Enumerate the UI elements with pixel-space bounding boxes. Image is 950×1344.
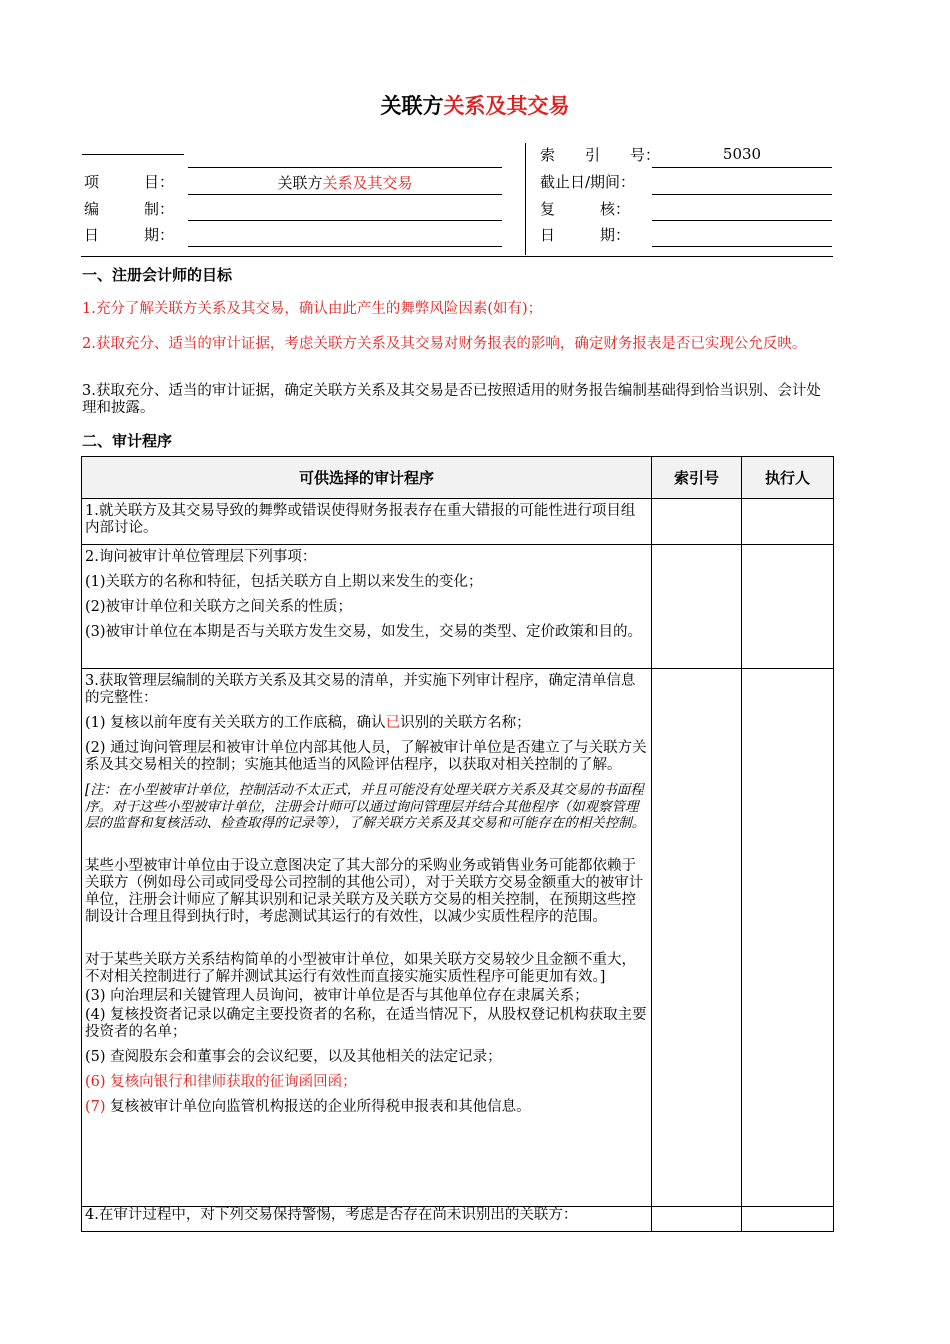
item-value: 关联方关系及其交易 [277, 174, 413, 192]
goal-2: 2.获取充分、适当的审计证据，考虑关联方关系及其交易对财务报表的影响，确定财务报表是否已实现公允反映。 [82, 336, 807, 352]
section1-heading: 一、注册会计师的目标 [82, 266, 233, 284]
executor-cell[interactable] [742, 499, 834, 545]
period-field[interactable] [652, 194, 832, 195]
procedure-3: 3.获取管理层编制的关联方关系及其交易的清单，并实施下列审计程序，确定清单信息的完整性： (1) 复核以前年度有关关联方的工作底稿，确认已识别的关联方名称； (2) 通过询问管理层和被审计单位内部其他人员，了解被审计单位是否建立了与关联方关系及其交易相关的控制；实施其他适当的风险评估程序，以获取对相关控制的了解。 [注：在小型被审计单位，控制活动不太正式，并且可能没有处理关联方关系及其交易的书面程序。对于这些小型被审计单位，注册会计师可以通过询问管理层并结合其他程序（如观察管理层的监督和复核活动、检查取得的记录等），了解关联方关系及其交易和可能存在的相关控制。 某些小型被审计单位由于设立意图决定了其大部分的采购业务或销售业务可能都依赖于关联方（例如母公司或同受母公司控制的其他公司），对于关联方交易金额重大的被审计单位，注册会计师应了解其识别和记录关联方及关联方交易的相关控制，在预期这些控制设计合理且得到执行时，考虑测试其运行的有效性，以减少实质性程序的范围。 对于某些关联方关系结构简单的小型被审计单位，如果关联方交易较少且金额不重大，不对相关控制进行了解并测试其运行有效性而直接实施实质性程序可能更加有效。] (3) 向治理层和关键管理人员询问，被审计单位是否与其他单位存在隶属关系； (4) 复核投资者记录以确定主要投资者的名称，在适当情况下，从股权登记机构获取主要投资者的名单； (5) 查阅股东会和董事会的会议纪要，以及其他相关的法定记录； (6) 复核向银行和律师获取的征询函回函； (7) 复核被审计单位向监管机构报送的企业所得税申报表和其他信息。 [85, 673, 647, 1115]
review-label: 复 核： [540, 200, 631, 218]
table-row [82, 1207, 834, 1232]
procedure-1: 1.就关联方及其交易导致的舞弊或错误使得财务报表存在重大错报的可能性进行项目组内部讨论。 [85, 503, 636, 536]
short-underline [82, 154, 184, 155]
procedure-2: 2.询问被审计单位管理层下列事项： (1)关联方的名称和特征，包括关联方自上期以来发生的变化； (2)被审计单位和关联方之间关系的性质； (3)被审计单位在本期是否与关联方发生交易，如发生，交易的类型、定价政策和目的。 [85, 549, 643, 640]
item-label: 项 目： [84, 173, 175, 191]
procedure-4: 4.在审计过程中，对下列交易保持警惕，考虑是否存在尚未识别出的关联方： [85, 1207, 578, 1223]
index-underline [652, 167, 832, 168]
date-label-right: 日 期： [540, 226, 631, 244]
date-field-right[interactable] [652, 246, 832, 247]
goal-3: 3.获取充分、适当的审计证据，确定关联方关系及其交易是否已按照适用的财务报告编制基础得到恰当识别、会计处理和披露。 [82, 383, 821, 416]
review-field[interactable] [652, 220, 832, 221]
index-value: 5030 [722, 145, 762, 163]
index-cell[interactable] [652, 545, 742, 669]
page-title: 关联方关系及其交易 [380, 94, 570, 118]
period-label: 截止日/期间： [540, 173, 636, 191]
index-label: 索 引 号： [540, 146, 661, 164]
executor-cell[interactable] [742, 1207, 834, 1232]
item-underline-bottom [188, 194, 502, 195]
goal-1: 1.充分了解关联方关系及其交易，确认由此产生的舞弊风险因素(如有)； [82, 301, 543, 317]
procedure-table [81, 456, 834, 1232]
prepared-label: 编 制： [84, 200, 175, 218]
index-cell[interactable] [652, 669, 742, 1207]
table-row [82, 545, 834, 669]
prepared-field[interactable] [188, 220, 502, 221]
executor-cell[interactable] [742, 545, 834, 669]
executor-cell[interactable] [742, 669, 834, 1207]
col-index-header: 索引号 [652, 457, 742, 499]
item-underline [188, 167, 502, 168]
date-field-left[interactable] [188, 246, 502, 247]
col-procedure-header: 可供选择的审计程序 [82, 457, 652, 499]
table-row [82, 499, 834, 545]
header-bottom-rule [81, 256, 833, 257]
index-cell[interactable] [652, 1207, 742, 1232]
date-label-left: 日 期： [84, 226, 175, 244]
note-small-entity: [注：在小型被审计单位，控制活动不太正式，并且可能没有处理关联方关系及其交易的书面程序。对于这些小型被审计单位，注册会计师可以通过询问管理层并结合其他程序（如观察管理层的监督和复核活动、检查取得的记录等），了解关联方关系及其交易和可能存在的相关控制。 [85, 782, 646, 831]
index-cell[interactable] [652, 499, 742, 545]
table-row [82, 669, 834, 1207]
col-executor-header: 执行人 [742, 457, 834, 499]
section2-heading: 二、审计程序 [82, 432, 173, 450]
table-header-row [82, 457, 834, 499]
header-divider [525, 143, 526, 255]
